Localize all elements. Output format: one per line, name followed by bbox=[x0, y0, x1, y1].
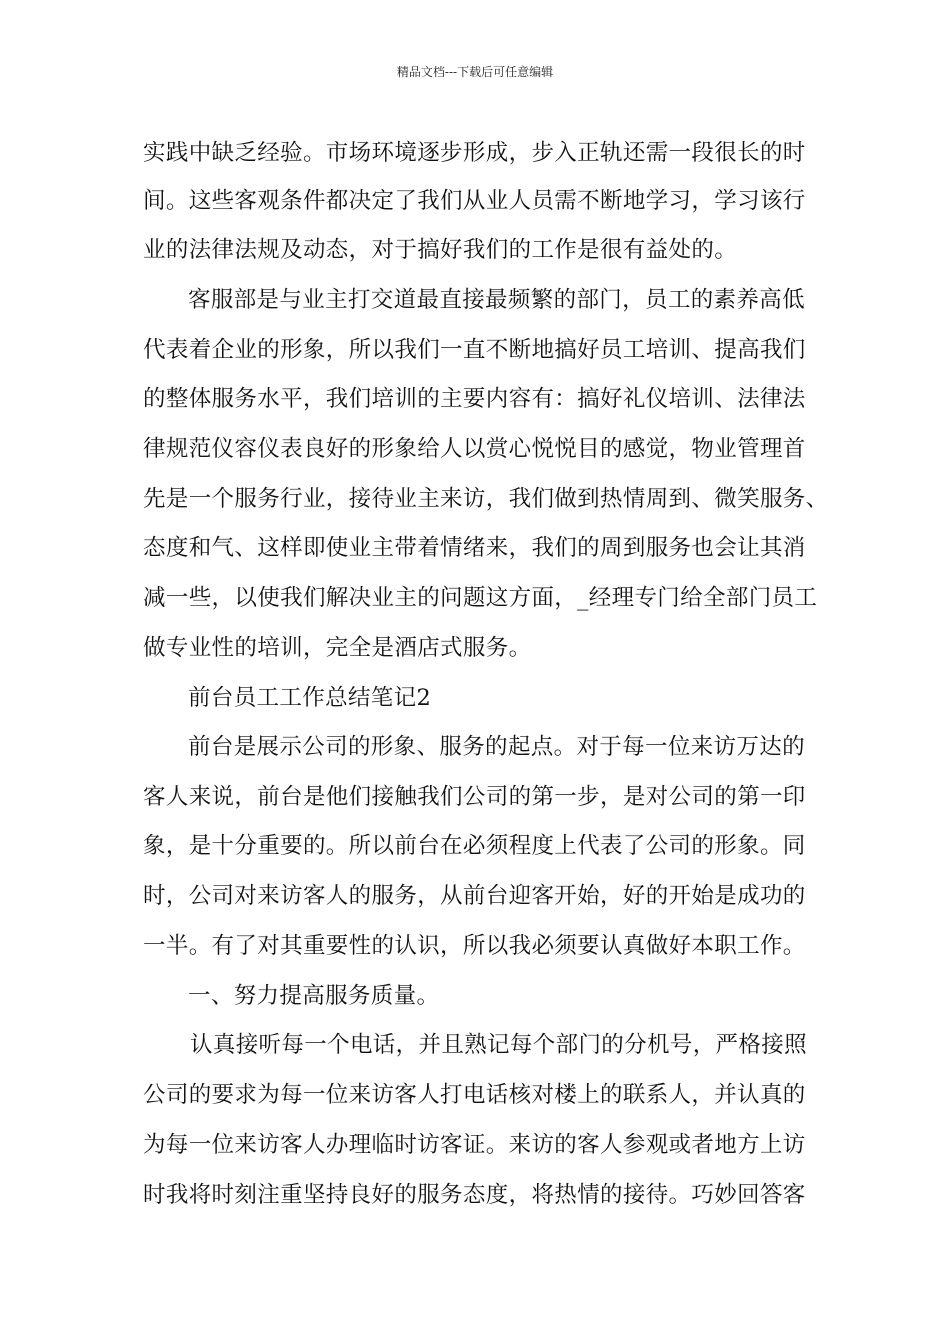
body-line: 一半。有了对其重要性的认识，所以我必须要认真做好本职工作。 bbox=[143, 933, 806, 959]
body-line: 时，公司对来访客人的服务，从前台迎客开始，好的开始是成功的 bbox=[143, 883, 806, 909]
body-line: 时我将时刻注重坚持良好的服务态度，将热情的接待。巧妙回答客 bbox=[143, 1182, 806, 1208]
subsection-title: 一、努力提高服务质量。 bbox=[188, 983, 440, 1009]
section-title: 前台员工工作总结笔记2 bbox=[188, 685, 432, 711]
body-line: 业的法律法规及动态，对于搞好我们的工作是很有益处的。 bbox=[143, 237, 738, 263]
body-line: 先是一个服务行业，接待业主来访，我们做到热情周到、微笑服务、 bbox=[143, 486, 829, 512]
body-line: 做专业性的培训，完全是酒店式服务。 bbox=[143, 635, 532, 661]
page-header: 精品文档---下载后可任意编辑 bbox=[396, 65, 554, 79]
body-line: 象，是十分重要的。所以前台在必须程度上代表了公司的形象。同 bbox=[143, 833, 806, 859]
body-line: 实践中缺乏经验。市场环境逐步形成，步入正轨还需一段很长的时 bbox=[143, 140, 806, 166]
body-line: 间。这些客观条件都决定了我们从业人员需不断地学习，学习该行 bbox=[143, 188, 806, 214]
body-line: 律规范仪容仪表良好的形象给人以赏心悦悦目的感觉，物业管理首 bbox=[143, 436, 806, 462]
body-line: 前台是展示公司的形象、服务的起点。对于每一位来访万达的 bbox=[188, 734, 805, 760]
body-line: 公司的要求为每一位来访客人打电话核对楼上的联系人，并认真的 bbox=[143, 1082, 806, 1108]
body-line: 为每一位来访客人办理临时访客证。来访的客人参观或者地方上访 bbox=[143, 1132, 806, 1158]
body-line: 态度和气、这样即使业主带着情绪来，我们的周到服务也会让其消 bbox=[143, 535, 806, 561]
body-line: 减一些，以使我们解决业主的问题这方面，_经理专门给全部门员工 bbox=[143, 585, 818, 611]
body-line: 客人来说，前台是他们接触我们公司的第一步，是对公司的第一印 bbox=[143, 784, 806, 810]
body-line: 客服部是与业主打交道最直接最频繁的部门，员工的素养高低 bbox=[188, 287, 805, 313]
body-line: 代表着企业的形象，所以我们一直不断地搞好员工培训、提高我们 bbox=[143, 337, 806, 363]
body-line: 的整体服务水平，我们培训的主要内容有：搞好礼仪培训、法律法 bbox=[143, 386, 806, 412]
body-line: 认真接听每一个电话，并且熟记每个部门的分机号，严格接照 bbox=[190, 1032, 807, 1058]
